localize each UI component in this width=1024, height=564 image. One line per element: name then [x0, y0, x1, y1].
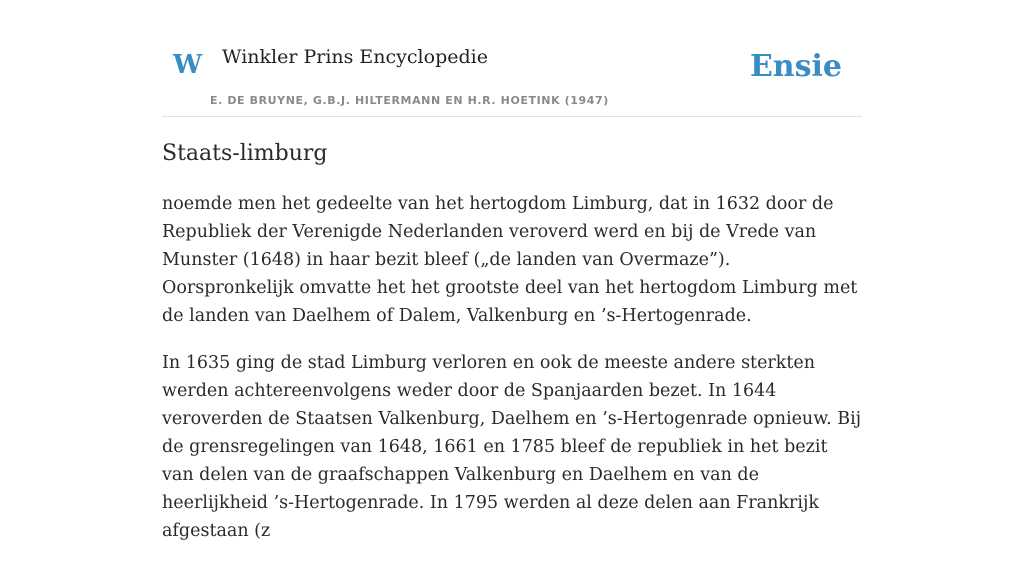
entry-title: Staats-limburg	[162, 141, 328, 166]
brand-logo[interactable]: Ensie	[749, 49, 842, 84]
source-authors: E. DE BRUYNE, G.B.J. HILTERMANN EN H.R. HOETINK (1947)	[210, 94, 609, 107]
source-title[interactable]: Winkler Prins Encyclopedie	[222, 46, 488, 68]
article	[162, 138, 862, 564]
source-header	[162, 0, 862, 117]
article-paragraph: noemde men het gedeelte van het hertogdom Limburg, dat in 1632 door de Republiek der Verenigde Nederlanden veroverd werd en bij de Vrede van Munster (1648) in haar bezit bleef („de landen van Overmaze”). Oorspronkelijk omvatte het het grootste deel van het hertogdom Limburg met de landen van Daelhem of Dalem, Valkenburg en ’s-Hertogenrade.	[162, 194, 858, 326]
article-paragraph: In 1635 ging de stad Limburg verloren en ook de meeste andere sterkten werden achtereenvolgens weder door de Spanjaarden bezet. In 1644 veroverden de Staatsen Valkenburg, Daelhem en ’s-Hertogenrade opnieuw. Bij de grensregelingen van 1648, 1661 en 1785 bleef de republiek in het bezit van delen van de graafschappen Valkenburg en Daelhem en van de heerlijkheid ’s-Hertogenrade. In 1795 werden al deze delen aan Frankrijk afgestaan (z	[162, 353, 862, 541]
source-logo[interactable]: W	[173, 50, 203, 80]
